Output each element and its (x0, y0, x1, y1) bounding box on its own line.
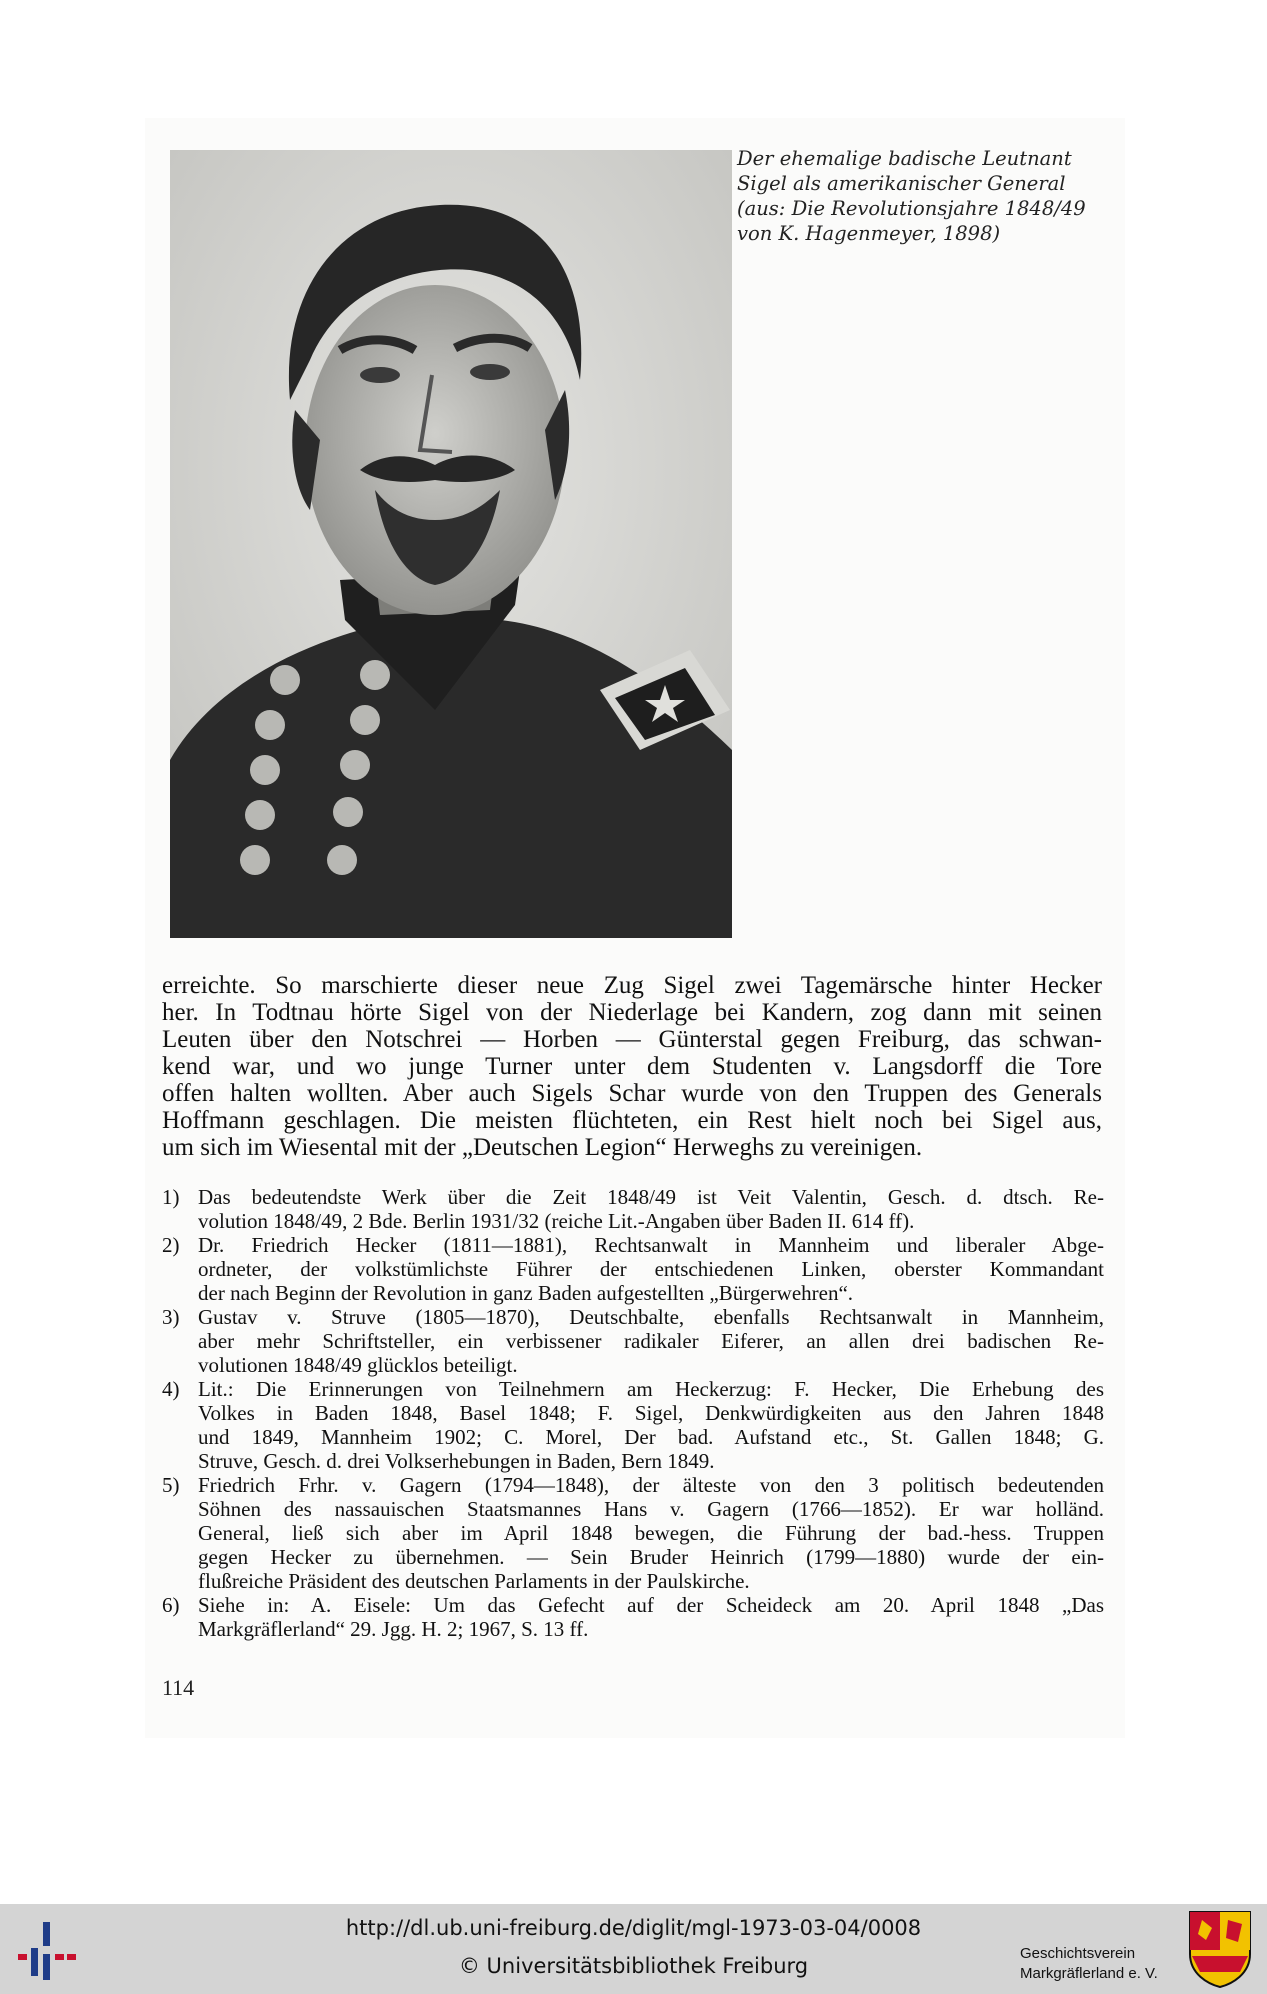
body-line: her. In Todtnau hörte Sigel von der Niederlage bei Kandern, zog dann mit seinen (162, 999, 1102, 1026)
footer-copyright: © Universitätsbibliothek Freiburg (458, 1954, 809, 1978)
society-line: Markgräflerland e. V. (1020, 1965, 1158, 1982)
footnote-line: Struve, Gesch. d. drei Volkserhebungen in Baden, Bern 1849. (198, 1449, 715, 1473)
footnote-line: Siehe in: A. Eisele: Um das Gefecht auf der Scheideck am 20. April 1848 „Das (198, 1593, 1104, 1617)
portrait-image (170, 150, 732, 938)
body-line: kend war, und wo junge Turner unter dem Studenten v. Langsdorff die Tore (162, 1053, 1102, 1080)
footnote-line: Markgräflerland“ 29. Jgg. H. 2; 1967, S. 13 ff. (198, 1617, 589, 1641)
footnote-line: volutionen 1848/49 glücklos beteiligt. (198, 1353, 518, 1377)
body-line: Hoffmann geschlagen. Die meisten flüchteten, ein Rest hielt noch bei Sigel aus, (162, 1107, 1102, 1134)
body-paragraph (162, 972, 1102, 1161)
footnote-line: gegen Hecker zu übernehmen. — Sein Bruder Heinrich (1799—1880) wurde der ein- (198, 1545, 1104, 1569)
footnote-line: volution 1848/49, 2 Bde. Berlin 1931/32 (reiche Lit.-Angaben über Baden II. 614 ff). (198, 1209, 915, 1233)
portrait-drawing (170, 150, 732, 938)
page-number: 114 (162, 1675, 195, 1700)
body-line: offen halten wollten. Aber auch Sigels Schar wurde von den Truppen des Generals (162, 1080, 1102, 1107)
footnote-line: der nach Beginn der Revolution in ganz Baden aufgestellten „Bürgerwehren“. (198, 1281, 854, 1305)
footnote-line: flußreiche Präsident des deutschen Parlaments in der Paulskirche. (198, 1569, 750, 1593)
society-name (1020, 1944, 1180, 1984)
footnote-line: Friedrich Frhr. v. Gagern (1794—1848), der älteste von den 3 politisch bedeutenden (198, 1473, 1104, 1497)
footer-url-link[interactable]: http://dl.ub.uni-freiburg.de/diglit/mgl-1973-03-04/0008 (345, 1916, 922, 1940)
coat-of-arms-icon (1188, 1910, 1252, 1988)
footnote-line: Dr. Friedrich Hecker (1811—1881), Rechtsanwalt in Mannheim und liberaler Abge- (198, 1233, 1104, 1257)
caption-line: (aus: Die Revolutionsjahre 1848/49 (737, 197, 1086, 220)
society-line: Geschichtsverein (1020, 1945, 1136, 1962)
footnote-number: 1) (162, 1185, 180, 1209)
footnote-line: Volkes in Baden 1848, Basel 1848; F. Sigel, Denkwürdigkeiten aus den Jahren 1848 (198, 1401, 1104, 1425)
portrait-caption (737, 146, 1117, 246)
body-line: Leuten über den Notschrei — Horben — Günterstal gegen Freiburg, das schwan- (162, 1026, 1102, 1053)
footnote-line: Das bedeutendste Werk über die Zeit 1848/49 ist Veit Valentin, Gesch. d. dtsch. Re- (198, 1185, 1104, 1209)
body-line: um sich im Wiesental mit der „Deutschen Legion“ Herweghs zu vereinigen. (162, 1134, 923, 1161)
footnote-line: ordneter, der volkstümlichste Führer der entschiedenen Linken, oberster Kommandant (198, 1257, 1104, 1281)
footnotes (162, 1185, 1104, 1641)
footnote-number: 5) (162, 1473, 180, 1497)
footnote (162, 1233, 1104, 1305)
footnote-line: Gustav v. Struve (1805—1870), Deutschbalte, ebenfalls Rechtsanwalt in Mannheim, (198, 1305, 1104, 1329)
footnote (162, 1473, 1104, 1593)
footnote-number: 4) (162, 1377, 180, 1401)
footnote-number: 3) (162, 1305, 180, 1329)
footnote-line: und 1849, Mannheim 1902; C. Morel, Der bad. Aufstand etc., St. Gallen 1848; G. (198, 1425, 1104, 1449)
footnote (162, 1305, 1104, 1377)
footnote-number: 6) (162, 1593, 180, 1617)
caption-line: von K. Hagenmeyer, 1898) (737, 222, 1001, 245)
footnote-line: Lit.: Die Erinnerungen von Teilnehmern am Heckerzug: F. Hecker, Die Erhebung des (198, 1377, 1104, 1401)
footnote (162, 1377, 1104, 1473)
footnote (162, 1593, 1104, 1641)
footnote-line: General, ließ sich aber im April 1848 bewegen, die Führung der bad.-hess. Truppen (198, 1521, 1104, 1545)
caption-line: Sigel als amerikanischer General (737, 172, 1066, 195)
footnote-line: Söhnen des nassauischen Staatsmannes Hans v. Gagern (1766—1852). Er war holländ. (198, 1497, 1104, 1521)
footnote-number: 2) (162, 1233, 180, 1257)
body-line: erreichte. So marschierte dieser neue Zug Sigel zwei Tagemärsche hinter Hecker (162, 972, 1102, 999)
caption-line: Der ehemalige badische Leutnant (737, 147, 1072, 170)
viewer-footer (0, 1904, 1267, 1994)
footnote (162, 1185, 1104, 1233)
footnote-line: aber mehr Schriftsteller, ein verbissener radikaler Eiferer, an allen drei badischen Re- (198, 1329, 1104, 1353)
